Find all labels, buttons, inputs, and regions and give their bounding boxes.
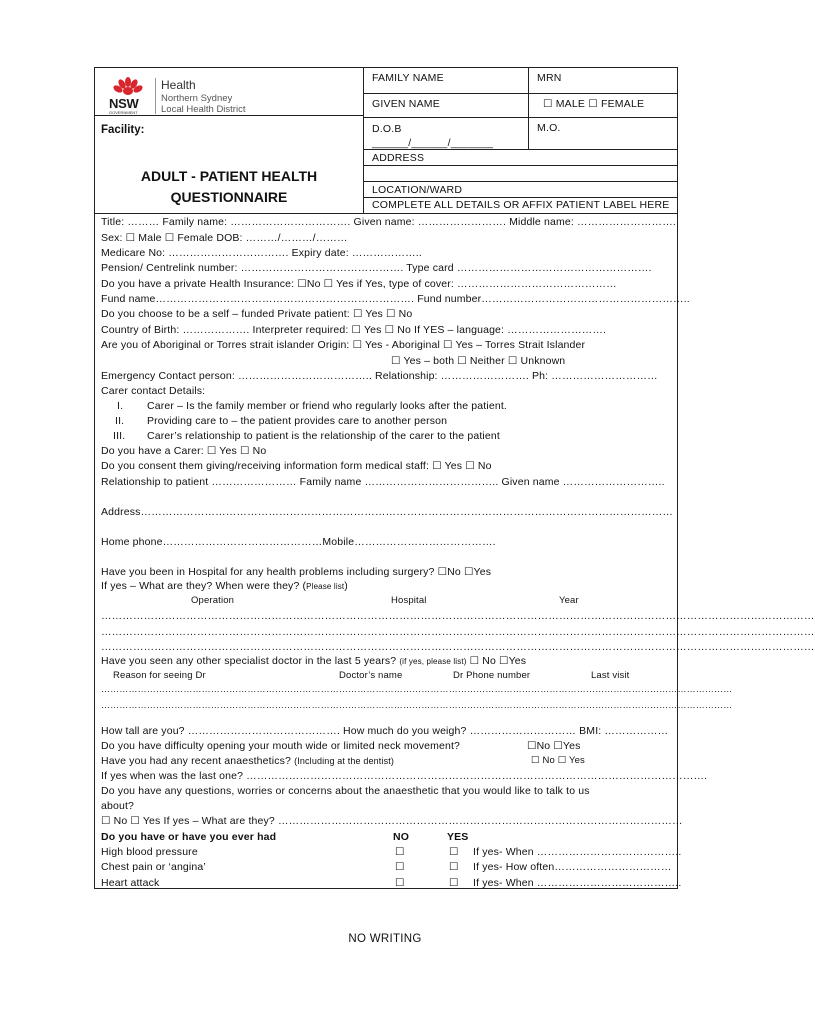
given-name-field[interactable]: GIVEN NAME — [364, 94, 528, 118]
logo-district-line1: Northern Sydney — [161, 93, 233, 104]
mrn-field[interactable]: MRN — [528, 68, 678, 94]
country-line[interactable]: Country of Birth: ………………. Interpreter required: ☐ Yes ☐ No If YES – language: ………………………. — [101, 324, 607, 336]
checkbox-no[interactable]: ☐ — [395, 846, 405, 858]
fund-line[interactable]: Fund name………………………………………………………………. Fund number………………………………………………….. — [101, 293, 690, 305]
header-left — [95, 68, 363, 213]
specialist-options: ☐ No ☐Yes — [466, 655, 527, 667]
form-title — [95, 166, 363, 208]
history-followup[interactable]: If yes- When ………………………………….. — [473, 877, 682, 889]
specialist-row-2[interactable]: ……………………………………………………………………………………………………………………………………………………………………………………… — [101, 700, 733, 710]
title-names-line[interactable]: Title: ……… Family name: ……………………………. Given name: ……………………. Middle name: ………………………. — [101, 216, 676, 228]
origin-line[interactable]: Are you of Aboriginal or Torres strait islander Origin: ☐ Yes - Aboriginal ☐ Yes – Torres Strait Islander — [101, 339, 586, 351]
mouth-options[interactable]: ☐No ☐Yes — [527, 740, 581, 752]
col-year: Year — [559, 595, 579, 606]
col-doctor: Doctor’s name — [339, 670, 403, 681]
specialist-text: Have you seen any other specialist doctor in the last 5 years? — [101, 655, 400, 667]
list-prompt-close: ) — [344, 580, 348, 592]
location-field[interactable]: LOCATION/WARD — [364, 182, 678, 198]
relationship-line[interactable]: Relationship to patient …………………… Family name ……………………………….. Given name ……………………….. — [101, 476, 665, 488]
anaesthetic-note: (Including at the dentist) — [294, 756, 395, 766]
checkbox-yes[interactable]: ☐ — [449, 846, 459, 858]
hospital-row-3[interactable]: ………………………………………………………………………………………………………………………………………………………………………………… — [101, 641, 815, 653]
last-anaesthetic-line[interactable]: If yes when was the last one? …………………………………………………………………………………………………………………. — [101, 770, 708, 782]
title-line2: QUESTIONNAIRE — [170, 189, 288, 205]
sex-field[interactable]: ☐ MALE ☐ FEMALE — [528, 94, 678, 118]
hospital-row-1[interactable]: ………………………………………………………………………………………………………………………………………………………………………………… — [101, 610, 815, 622]
logo-divider — [155, 78, 156, 114]
header-divider — [95, 115, 363, 116]
col-hospital: Hospital — [391, 595, 427, 606]
history-label: Heart attack — [101, 877, 160, 889]
carer-def-2-num: II. — [115, 415, 125, 427]
hospital-row-2[interactable]: ………………………………………………………………………………………………………………………………………………………………………………… — [101, 626, 815, 638]
specialist-note: (if yes, please list) — [399, 657, 467, 666]
carer-def-3: Carer’s relationship to patient is the relationship of the carer to the patient — [147, 430, 500, 442]
col-last-visit: Last visit — [591, 670, 630, 681]
checkbox-no[interactable]: ☐ — [395, 877, 405, 889]
hospital-question[interactable]: Have you been in Hospital for any health problems including surgery? ☐No ☐Yes — [101, 566, 492, 578]
self-funded-line[interactable]: Do you choose to be a self – funded Private patient: ☐ Yes ☐ No — [101, 308, 413, 320]
history-label: High blood pressure — [101, 846, 198, 858]
specialist-question[interactable] — [101, 655, 526, 667]
logo-nsw: NSW — [109, 96, 139, 111]
height-weight-line[interactable]: How tall are you? ……………………………………. How much do you weigh? ………………………… BMI: ……………… — [101, 725, 669, 737]
hospital-list-prompt — [101, 580, 348, 592]
insurance-line[interactable]: Do you have a private Health Insurance: ☐No ☐ Yes if Yes, type of cover: ……………………………………… — [101, 278, 617, 290]
form-frame — [94, 67, 815, 889]
carer-def-1-num: I. — [117, 400, 124, 412]
have-carer-line[interactable]: Do you have a Carer: ☐ Yes ☐ No — [101, 445, 267, 457]
carer-heading: Carer contact Details: — [101, 385, 206, 397]
footer-no-writing: NO WRITING — [348, 933, 422, 945]
address-line2[interactable] — [364, 166, 678, 182]
address-field[interactable]: ADDRESS — [364, 150, 678, 166]
mo-field[interactable]: M.O. — [528, 118, 678, 150]
concerns-options[interactable]: ☐ No ☐ Yes If yes – What are they? …………………………………………………………………………………………………… — [101, 815, 683, 827]
anaesthetic-text: Have you had any recent anaesthetics? — [101, 755, 295, 767]
col-phone: Dr Phone number — [453, 670, 531, 681]
phone-line[interactable]: Home phone………………………………………Mobile…………………………………. — [101, 536, 496, 548]
carer-def-2: Providing care to – the patient provides care to another person — [147, 415, 448, 427]
medicare-line[interactable]: Medicare No: ……………………………. Expiry date: ……………….. — [101, 247, 422, 259]
history-label: Chest pain or ‘angina’ — [101, 861, 206, 873]
dob-label: D.O.B — [372, 123, 402, 135]
mouth-question: Do you have difficulty opening your mouth wide or limited neck movement? — [101, 740, 461, 752]
carer-def-1: Carer – Is the family member or friend who regularly looks after the patient. — [147, 400, 507, 412]
title-line1: ADULT - PATIENT HEALTH — [140, 168, 318, 184]
consent-line[interactable]: Do you consent them giving/receiving information form medical staff: ☐ Yes ☐ No — [101, 460, 492, 472]
nsw-health-logo — [109, 76, 329, 118]
header-bottom-rule — [95, 213, 677, 214]
list-prompt-text: If yes – What are they? When were they? ( — [101, 580, 307, 592]
anaesthetic-question — [101, 755, 394, 767]
facility-label: Facility: — [101, 124, 145, 136]
family-name-field[interactable]: FAMILY NAME — [364, 68, 528, 94]
concerns-question: Do you have any questions, worries or concerns about the anaesthetic that you would like to talk to us — [101, 785, 590, 797]
dob-blank: ______/______/_______ — [372, 137, 493, 149]
checkbox-yes[interactable]: ☐ — [449, 877, 459, 889]
history-heading: Do you have or have you ever had — [101, 831, 277, 843]
logo-government: GOVERNMENT — [109, 110, 138, 115]
complete-notice: COMPLETE ALL DETAILS OR AFFIX PATIENT LABEL HERE — [372, 199, 670, 211]
anaesthetic-options[interactable]: ☐ No ☐ Yes — [531, 755, 585, 766]
logo-district-line2: Local Health District — [161, 104, 246, 115]
address-line[interactable]: Address…………………………………………………………………………………………………………………………………… — [101, 506, 674, 518]
waratah-icon — [113, 76, 143, 98]
history-followup[interactable]: If yes- When ………………………………….. — [473, 846, 682, 858]
logo-health: Health — [161, 78, 196, 92]
checkbox-yes[interactable]: ☐ — [449, 861, 459, 873]
patient-label-area — [363, 68, 678, 213]
emergency-line[interactable]: Emergency Contact person: ……………………………….. Relationship: ……………………. Ph: ………………………… — [101, 370, 658, 382]
history-followup[interactable]: If yes- How often…………………………… — [473, 861, 672, 873]
sex-dob-line[interactable]: Sex: ☐ Male ☐ Female DOB: ………/………/……… — [101, 232, 348, 244]
specialist-row-1[interactable]: ……………………………………………………………………………………………………………………………………………………………………………………… — [101, 684, 733, 694]
pension-line[interactable]: Pension/ Centrelink number: ………………………………………. Type card ………………………………………………. — [101, 262, 652, 274]
concerns-question-2: about? — [101, 800, 135, 812]
col-operation: Operation — [191, 595, 235, 606]
history-yes-header: YES — [447, 831, 469, 843]
dob-field[interactable] — [364, 118, 528, 150]
please-list-note: Please list — [306, 582, 345, 591]
history-no-header: NO — [393, 831, 410, 843]
checkbox-no[interactable]: ☐ — [395, 861, 405, 873]
carer-def-3-num: III. — [113, 430, 126, 442]
origin-line2[interactable]: ☐ Yes – both ☐ Neither ☐ Unknown — [391, 355, 566, 367]
col-reason: Reason for seeing Dr — [113, 670, 206, 681]
